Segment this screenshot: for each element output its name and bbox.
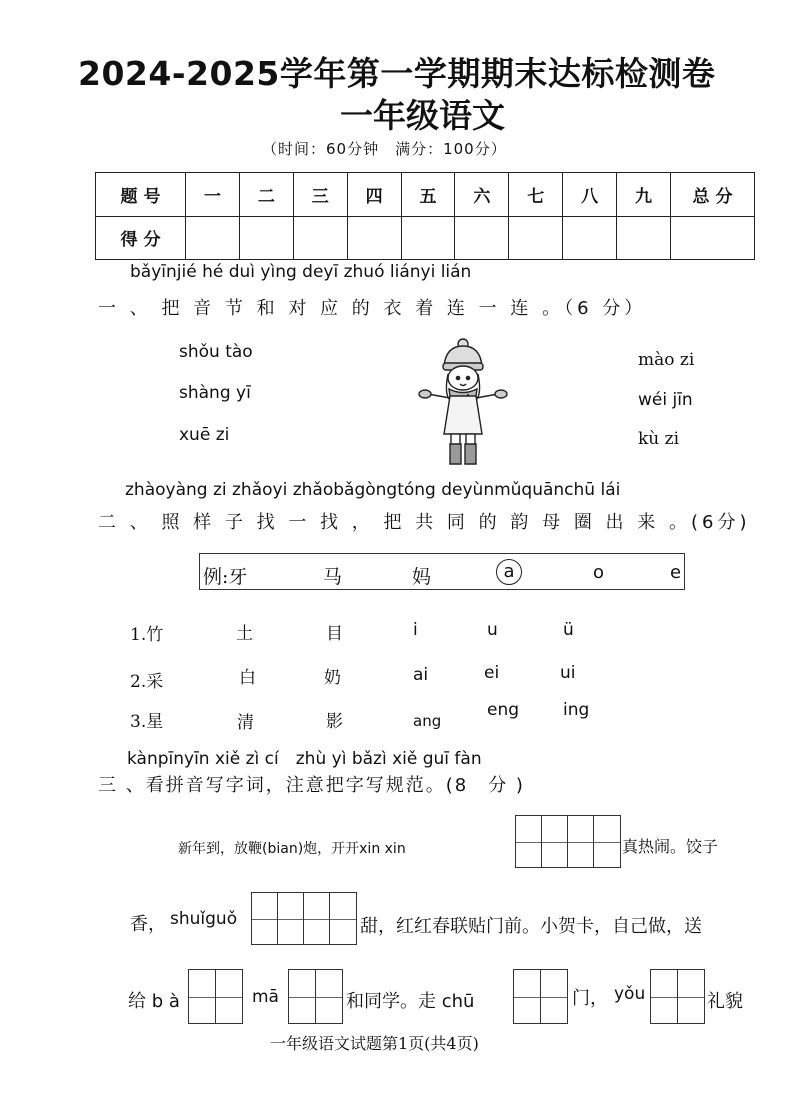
score-input-cell[interactable] (455, 216, 509, 260)
row3-option-3[interactable]: ing (563, 700, 590, 720)
section2-pinyin: zhàoyàng zi zhǎoyi zhǎobǎgòngtóng deyùnmǔquānchū lái (125, 480, 621, 500)
grid-cell[interactable] (678, 970, 704, 1023)
score-table-score-row (96, 216, 755, 260)
exam-info: （时间：60分钟 满分：100分） (262, 140, 507, 158)
grid-cell[interactable] (516, 816, 542, 867)
grid-cell[interactable] (216, 970, 242, 1023)
line1-text-pre: 新年到，放鞭(bian)炮，开开xin xin (178, 841, 406, 857)
left-word-1[interactable]: shǒu tào (179, 342, 253, 362)
section3-heading: 三 、看拼音写字词，注意把字写规范。(8 分 ) (98, 775, 525, 796)
section2-heading: 二 、 照 样 子 找 一 找 ， 把 共 同 的 韵 母 圈 出 来 。(6分) (98, 512, 751, 533)
table-cell: 一 (186, 173, 240, 217)
score-input-cell[interactable] (617, 216, 671, 260)
right-word-3[interactable]: kù zi (638, 429, 680, 449)
grid-cell[interactable] (316, 970, 342, 1023)
line2-text-post: 甜，红红春联贴门前。小贺卡，自己做，送 (360, 916, 702, 937)
section3-pinyin: kànpīnyīn xiě zì cí zhù yì bǎzì xiě guī fàn (127, 749, 482, 769)
grid-cell[interactable] (594, 816, 620, 867)
right-word-1[interactable]: mào zi (638, 350, 695, 370)
line3-text-a: 给 b à (128, 991, 180, 1012)
row3-char-2: 影 (326, 712, 343, 732)
table-cell: 七 (509, 173, 563, 217)
grid-cell[interactable] (252, 893, 278, 944)
page-title: 2024-2025学年第一学期期末达标检测卷 (78, 54, 716, 93)
grid-cell[interactable] (304, 893, 330, 944)
girl-winter-clothes-icon (416, 334, 510, 468)
page-subtitle: 一年级语文 (340, 96, 505, 135)
grid-cell[interactable] (189, 970, 216, 1023)
example-box (199, 553, 685, 590)
row1-option-2[interactable]: u (487, 620, 498, 640)
line2-text-pre: 香， (130, 914, 166, 935)
grid-cell[interactable] (542, 816, 568, 867)
score-input-cell[interactable] (509, 216, 563, 260)
row2-label: 2.采 (130, 672, 164, 692)
line3-text-e: yǒu (614, 984, 646, 1004)
score-table (95, 172, 755, 260)
row1-char-2: 目 (326, 624, 343, 644)
grid-cell[interactable] (568, 816, 594, 867)
score-table-header-row (96, 173, 755, 217)
section1-pinyin: bǎyīnjié hé duì yìng deyī zhuó liányi lián (130, 262, 472, 282)
table-cell: 总 分 (671, 173, 755, 217)
example-final-o: o (593, 562, 605, 583)
score-input-cell[interactable] (563, 216, 617, 260)
table-cell: 得 分 (96, 216, 186, 260)
row3-option-1[interactable]: ang (413, 712, 442, 730)
grid-cell[interactable] (514, 970, 541, 1023)
row2-option-2[interactable]: ei (484, 663, 500, 683)
line1-text-post: 真热闹。饺子 (622, 837, 719, 856)
example-label: 例:牙 (203, 566, 248, 588)
score-input-cell[interactable] (293, 216, 347, 260)
row2-char-1: 白 (239, 668, 256, 688)
example-final-e: e (670, 562, 682, 583)
row1-char-1: 土 (236, 624, 253, 644)
row3-label: 3.星 (130, 712, 164, 732)
row3-char-1: 清 (237, 713, 254, 733)
row1-option-1[interactable]: i (413, 620, 418, 640)
table-cell: 三 (293, 173, 347, 217)
example-char-2: 妈 (412, 566, 432, 588)
table-cell: 八 (563, 173, 617, 217)
line2-pinyin: shuǐguǒ (170, 909, 238, 929)
grid-cell[interactable] (289, 970, 316, 1023)
row1-option-3[interactable]: ü (563, 620, 574, 640)
line3-text-d: 门， (572, 988, 608, 1009)
line3-text-f: 礼貌 (707, 991, 743, 1012)
example-char-1: 马 (323, 566, 343, 588)
section1-heading: 一 、 把 音 节 和 对 应 的 衣 着 连 一 连 。（6 分） (98, 298, 647, 319)
row3-option-2[interactable]: eng (487, 700, 520, 720)
row2-option-1[interactable]: ai (413, 665, 429, 685)
table-cell: 六 (455, 173, 509, 217)
row1-label: 1.竹 (130, 625, 164, 645)
writing-grid-ba[interactable] (188, 969, 243, 1024)
line3-text-c: 和同学。走 chū (346, 991, 475, 1012)
right-word-2[interactable]: wéi jīn (638, 390, 693, 410)
score-input-cell[interactable] (239, 216, 293, 260)
row2-char-2: 奶 (324, 668, 341, 688)
writing-grid-ma[interactable] (288, 969, 343, 1024)
score-input-cell[interactable] (671, 216, 755, 260)
grid-cell[interactable] (278, 893, 304, 944)
score-input-cell[interactable] (347, 216, 401, 260)
table-cell: 五 (401, 173, 455, 217)
grid-cell[interactable] (541, 970, 567, 1023)
table-cell: 九 (617, 173, 671, 217)
row2-option-3[interactable]: ui (560, 663, 576, 683)
writing-grid-xinxin[interactable] (515, 815, 621, 868)
table-cell: 四 (347, 173, 401, 217)
table-cell: 二 (239, 173, 293, 217)
writing-grid-chu[interactable] (513, 969, 568, 1024)
grid-cell[interactable] (330, 893, 356, 944)
score-input-cell[interactable] (401, 216, 455, 260)
score-input-cell[interactable] (186, 216, 240, 260)
left-word-2[interactable]: shàng yī (179, 383, 251, 403)
table-cell: 题 号 (96, 173, 186, 217)
writing-grid-you[interactable] (650, 969, 705, 1024)
left-word-3[interactable]: xuē zi (179, 425, 230, 445)
line3-text-b: mā (252, 987, 279, 1007)
example-circled-final: a (496, 559, 522, 585)
writing-grid-shuiguo[interactable] (251, 892, 357, 945)
page-footer: 一年级语文试题第1页(共4页) (270, 1034, 479, 1053)
grid-cell[interactable] (651, 970, 678, 1023)
